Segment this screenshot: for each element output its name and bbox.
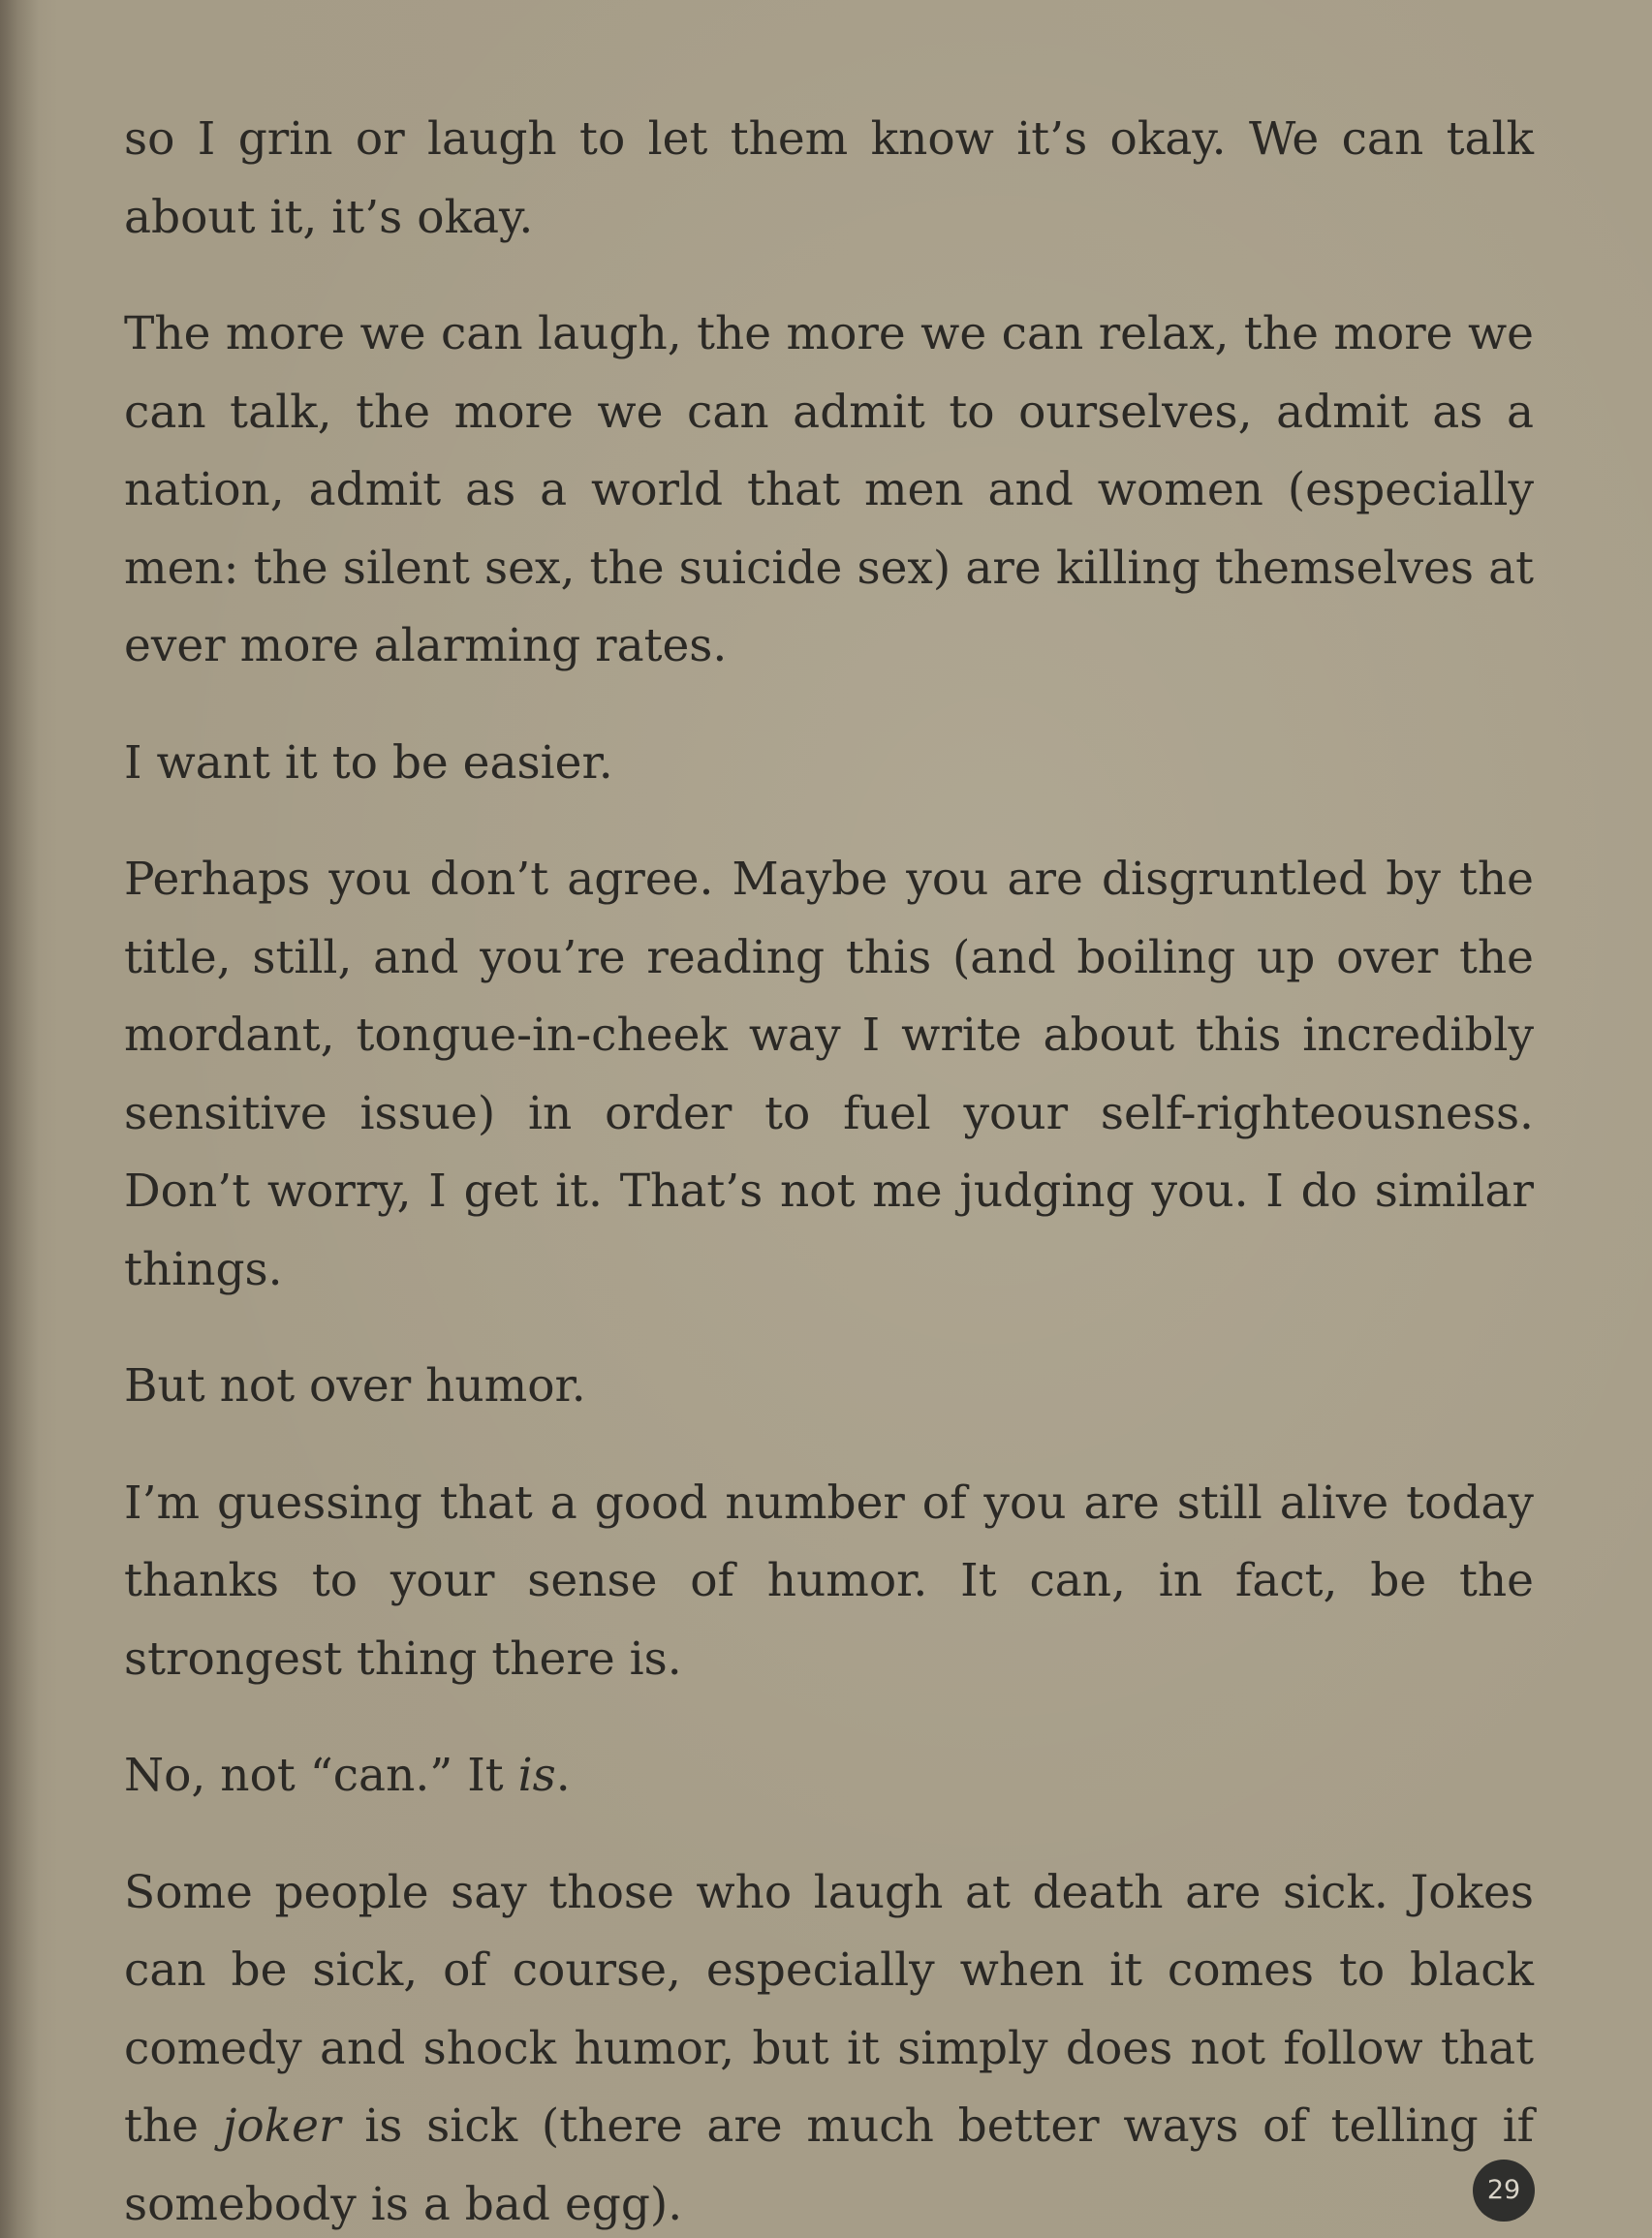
paragraph: I want it to be easier.	[124, 735, 613, 790]
text-run: No, not “can.” It	[124, 1749, 518, 1802]
text-run: Some people say those who laugh at death are sick. Jokes can be sick, of course, especially when it comes to black comedy and shock humor, but it simply does not follow that the	[124, 1865, 1534, 2153]
italic-emphasis: is	[517, 1749, 556, 1802]
paragraph: The more we can laugh, the more we can relax, the more we can talk, the more we can admit to ourselves, admit as a nation, admit as a world that men and women (especially men: the silent sex, the suicide sex) are killing themselves at ever more alarming rates.	[124, 307, 1534, 672]
text-run: .	[555, 1749, 571, 1802]
paragraph: I’m guessing that a good number of you are still alive today thanks to your sense of humor. It can, in fact, be the strongest thing there is.	[124, 1476, 1534, 1686]
paragraph: so I grin or laugh to let them know it’s okay. We can talk about it, it’s okay.	[124, 112, 1534, 244]
paragraph	[124, 1854, 1534, 2238]
paragraph: Perhaps you don’t agree. Maybe you are disgruntled by the title, still, and you’re reading this (and boiling up over the mordant, tongue-in-cheek way I write about this incredibly sensitive issue) in order to fuel your self-righteousness. Don’t worry, I get it. That’s not me judging you. I do similar things.	[124, 853, 1534, 1296]
paragraph	[124, 1737, 1534, 1816]
paragraph: But not over humor.	[124, 1359, 586, 1413]
page-number-badge: 29	[1473, 2160, 1535, 2222]
text-run: is sick (there are much better ways of telling if somebody is a bad egg).	[124, 2099, 1534, 2231]
body-text	[124, 101, 1534, 2238]
page-binding-shadow	[0, 0, 39, 2238]
italic-emphasis: joker	[222, 2099, 341, 2153]
